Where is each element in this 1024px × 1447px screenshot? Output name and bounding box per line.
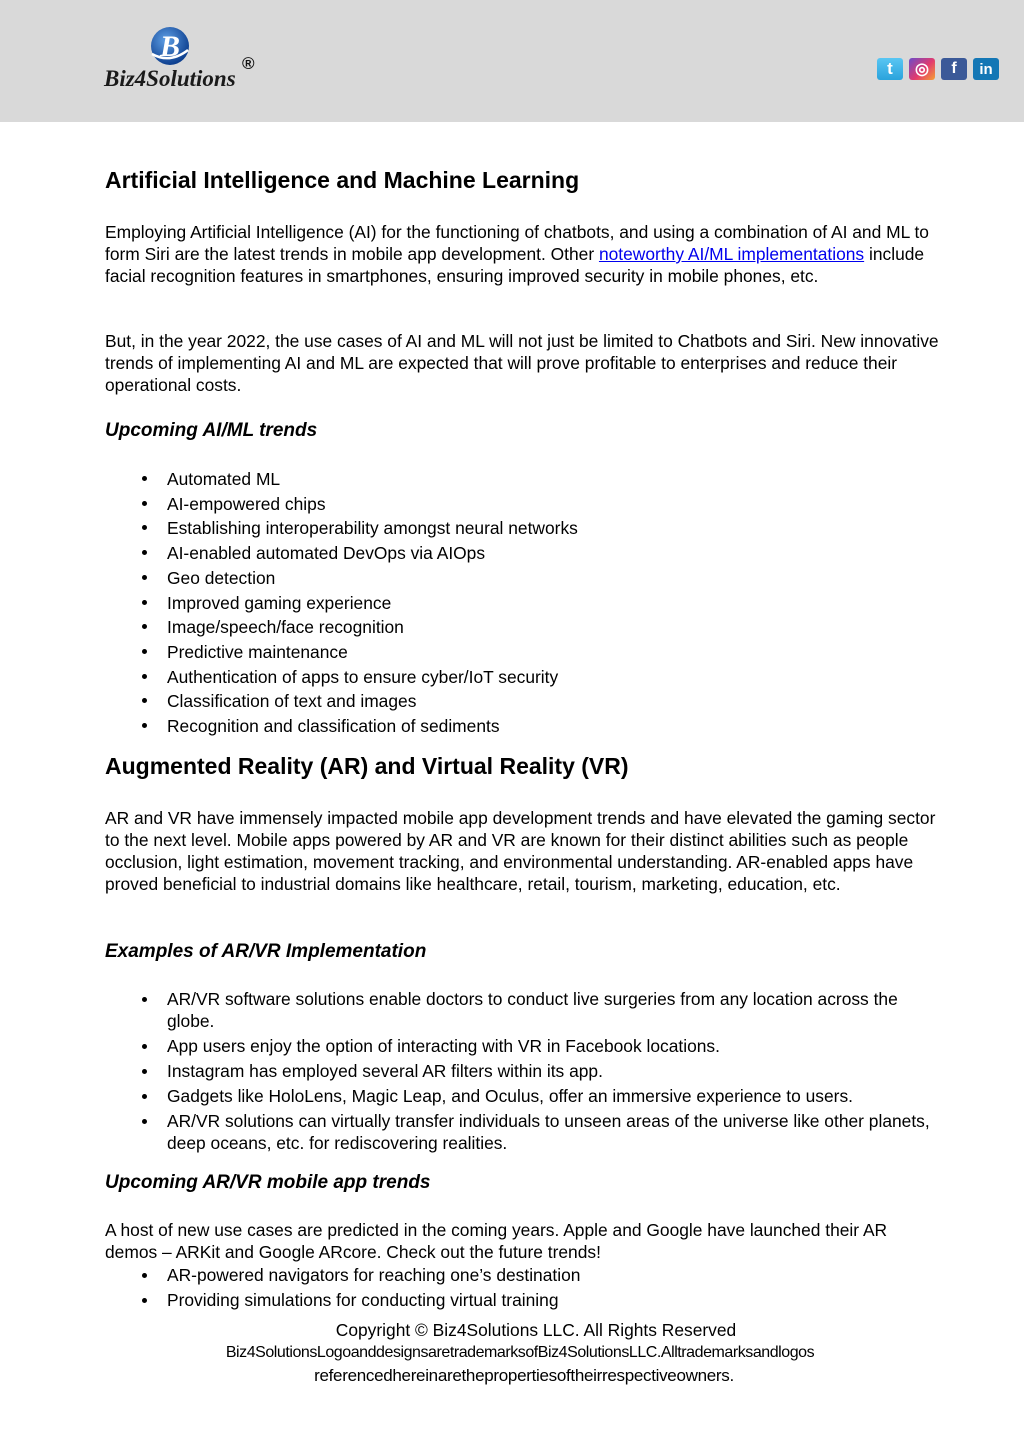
ar-trends-list [105,1264,941,1314]
social-links [877,58,999,82]
copyright-text: Copyright © Biz4Solutions LLC. All Rights Reserved [335,1320,737,1340]
ai-section-title: Artificial Intelligence and Machine Learning [105,167,580,193]
list-item: Geo detection [105,566,941,591]
ai-intro-text-a: Employing Artificial Intelligence (AI) for the functioning of chatbots, and using a combination of AI and ML to form Siri are the latest trends in mobile app development. Other [105,222,929,264]
logo-b-icon [148,24,192,68]
ar-examples-list [105,988,941,1157]
list-item: Improved gaming experience [105,591,941,616]
list-item: AR/VR solutions can virtually transfer individuals to unseen areas of the universe like other planets, deep oceans, etc. for rediscovering realities. [105,1110,941,1154]
twitter-icon[interactable]: t [877,58,903,80]
ai-intro-paragraph [105,221,941,287]
logo-wordmark: Biz4Solutions [104,66,236,91]
biz4solutions-logo[interactable] [104,24,264,94]
ar-trends-paragraph: A host of new use cases are predicted in the coming years. Apple and Google have launched their AR demos – ARKit and Google ARcore. Check out the future trends! [105,1220,888,1262]
registered-mark: ® [242,54,255,73]
ar-examples-heading: Examples of AR/VR Implementation [105,941,427,962]
list-item: Automated ML [105,467,941,492]
ai-ml-implementations-link[interactable]: noteworthy AI/ML implementations [598,244,865,264]
page-footer [0,1319,1024,1387]
list-item: AR/VR software solutions enable doctors to conduct live surgeries from any location across the globe. [105,988,941,1032]
ar-vr-paragraph: AR and VR have immensely impacted mobile app development trends and have elevated the gaming sector to the next level. Mobile apps powered by AR and VR are known for their distinct abilities such as people occlusion, light estimation, movement tracking, and environmental understanding. AR-enabled apps have proved beneficial to industrial domains like healthcare, retail, tourism, marketing, education, etc. [105,808,936,894]
list-item: Authentication of apps to ensure cyber/IoT security [105,665,941,690]
list-item: Recognition and classification of sediments [105,714,941,739]
list-item: Instagram has employed several AR filters within its app. [105,1060,941,1082]
list-item: Establishing interoperability amongst neural networks [105,516,941,541]
ar-trends-heading: Upcoming AR/VR mobile app trends [105,1172,431,1193]
list-item: AI-empowered chips [105,492,941,517]
ai-trends-heading: Upcoming AI/ML trends [105,420,318,441]
linkedin-icon[interactable]: in [973,58,999,80]
list-item: Gadgets like HoloLens, Magic Leap, and Oculus, offer an immersive experience to users. [105,1085,941,1107]
trademark-owners-text: referencedhereinarethepropertiesoftheirrespectiveowners. [314,1366,734,1385]
ai-intro-text-b: include facial recognition features in smartphones, ensuring improved security in mobile phones, etc. [105,244,925,286]
instagram-icon[interactable]: ◎ [909,58,935,80]
ai-trends-list [105,467,941,739]
list-item: Classification of text and images [105,689,941,714]
list-item: Providing simulations for conducting virtual training [105,1289,941,1311]
list-item: Image/speech/face recognition [105,615,941,640]
list-item: Predictive maintenance [105,640,941,665]
page-header [0,0,1024,122]
svg-text:B: B [159,30,181,63]
ar-vr-section-title: Augmented Reality (AR) and Virtual Reality (VR) [105,753,629,779]
list-item: AR-powered navigators for reaching one’s destination [105,1264,941,1286]
list-item: App users enjoy the option of interacting with VR in Facebook locations. [105,1035,941,1057]
facebook-icon[interactable]: f [941,58,967,80]
trademark-text: Biz4SolutionsLogoanddesignsaretrademarksofBiz4SolutionsLLC.Alltrademarksandlogos [225,1344,815,1361]
list-item: AI-enabled automated DevOps via AIOps [105,541,941,566]
ai-second-paragraph: But, in the year 2022, the use cases of AI and ML will not just be limited to Chatbots and Siri. New innovative trends of implementing AI and ML are expected that will prove profitable to enterprises and reduce their operational costs. [105,331,939,395]
